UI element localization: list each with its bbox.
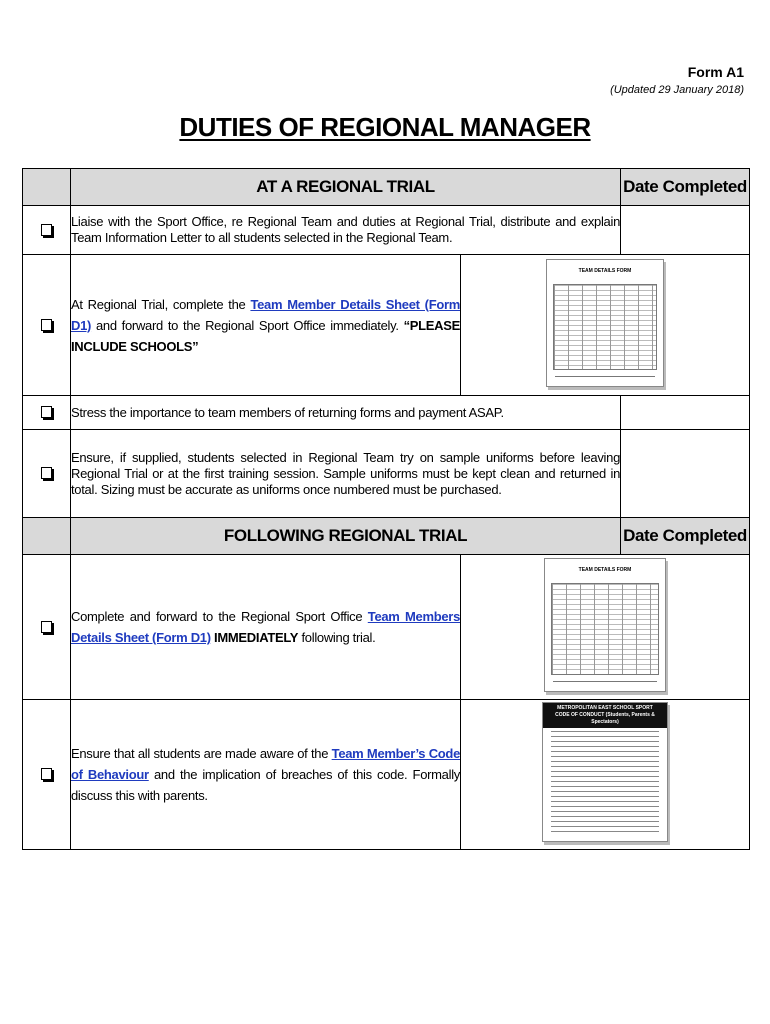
conduct-band <box>543 703 667 728</box>
section-header-at-trial <box>23 169 750 206</box>
duty-row <box>23 555 750 700</box>
checkbox-cell[interactable] <box>23 430 71 518</box>
checkbox-icon[interactable] <box>41 621 52 633</box>
checkbox-icon[interactable] <box>41 224 52 236</box>
section-label: AT A REGIONAL TRIAL <box>71 169 621 206</box>
checkbox-col-header <box>23 169 71 206</box>
thumbnail-cell <box>461 700 750 850</box>
duty-text-part: Ensure that all students are made aware of the <box>71 746 332 761</box>
thumbnail-cell <box>461 255 750 396</box>
checkbox-icon[interactable] <box>41 467 52 479</box>
duty-row <box>23 396 750 430</box>
team-details-form-thumbnail <box>546 259 664 387</box>
checkbox-col-header <box>23 518 71 555</box>
thumbnail-title: TEAM DETAILS FORM <box>578 267 632 274</box>
date-completed-cell[interactable] <box>621 396 750 430</box>
form-grid-graphic <box>551 583 659 675</box>
thumbnail-title: TEAM DETAILS FORM <box>578 566 632 573</box>
duty-text: Stress the importance to team members of returning forms and payment ASAP. <box>71 396 621 430</box>
code-of-conduct-thumbnail <box>542 702 668 842</box>
form-d1-link[interactable]: Team Member Details Sheet (Form D1) <box>71 296 460 333</box>
date-completed-cell[interactable] <box>621 206 750 255</box>
duty-text-part: At Regional Trial, complete the <box>71 296 251 312</box>
duty-row <box>23 255 750 396</box>
form-grid-graphic <box>553 284 657 370</box>
duty-text-part: and the implication of breaches of this code. Formally discuss this with parents. <box>71 767 460 803</box>
page-title-text: DUTIES OF REGIONAL MANAGER <box>179 112 591 142</box>
duty-row <box>23 206 750 255</box>
duty-text-part: and forward to the Regional Sport Office immediately. <box>91 317 404 333</box>
thumbnail-cell <box>461 555 750 700</box>
duty-text-part: following trial. <box>298 630 376 645</box>
team-details-form-thumbnail <box>544 558 666 692</box>
thumbnail-subtitle: CODE OF CONDUCT (Students, Parents & Spectators) <box>555 712 655 725</box>
form-number: Form A1 <box>687 64 744 80</box>
thumbnail-title: METROPOLITAN EAST SCHOOL SPORT <box>557 705 653 711</box>
updated-date: (Updated 29 January 2018) <box>610 84 744 96</box>
checkbox-cell[interactable] <box>23 555 71 700</box>
duty-emphasis: IMMEDIATELY <box>210 630 299 645</box>
checkbox-cell[interactable] <box>23 206 71 255</box>
duty-text <box>71 555 461 700</box>
date-completed-header: Date Completed <box>621 518 750 555</box>
checkbox-cell[interactable] <box>23 396 71 430</box>
duty-text-part: Complete and forward to the Regional Sport Office <box>71 609 368 624</box>
duty-row <box>23 430 750 518</box>
duty-text: Liaise with the Sport Office, re Regional Team and duties at Regional Trial, distribute and explain Team Information Letter to all students selected in the Regional Team. <box>71 206 621 255</box>
page-title <box>0 112 770 143</box>
date-completed-cell[interactable] <box>621 430 750 518</box>
date-completed-header: Date Completed <box>621 169 750 206</box>
duty-text <box>71 255 461 396</box>
checkbox-icon[interactable] <box>41 319 52 331</box>
form-d1-link[interactable]: Team Members Details Sheet (Form D1) <box>71 609 460 645</box>
section-header-following-trial <box>23 518 750 555</box>
duty-text <box>71 700 461 850</box>
code-of-behaviour-link[interactable]: Team Member’s Code of Behaviour <box>71 746 460 782</box>
duty-emphasis: “PLEASE INCLUDE SCHOOLS” <box>71 317 460 354</box>
duties-table <box>22 168 750 850</box>
duty-row <box>23 700 750 850</box>
form-footer-graphic <box>555 376 655 381</box>
checkbox-cell[interactable] <box>23 255 71 396</box>
checkbox-cell[interactable] <box>23 700 71 850</box>
form-footer-graphic <box>553 681 657 686</box>
checkbox-icon[interactable] <box>41 768 52 780</box>
duty-text: Ensure, if supplied, students selected in Regional Team try on sample uniforms before leaving Regional Trial or at the first training session. Sample uniforms must be kept clean and returned in total. Sizing must be accurate as uniforms once numbered must be purchased. <box>71 430 621 518</box>
section-label: FOLLOWING REGIONAL TRIAL <box>71 518 621 555</box>
conduct-text-lines-graphic <box>551 731 659 835</box>
checkbox-icon[interactable] <box>41 406 52 418</box>
